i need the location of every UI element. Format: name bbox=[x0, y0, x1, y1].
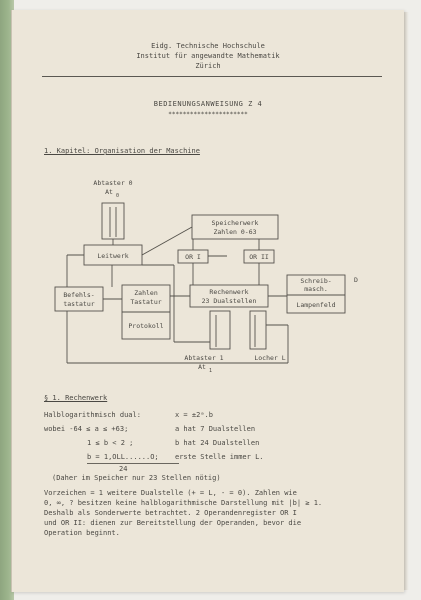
body-line-2b: a hat 7 Dualstellen bbox=[175, 425, 256, 433]
body-line-10: und OR II: dienen zur Bereitstellung der Operanden, bevor die bbox=[44, 519, 302, 527]
protokoll-label: Protokoll bbox=[128, 322, 164, 330]
fraction-rule bbox=[87, 463, 179, 464]
body-line-4b: erste Stelle immer L. bbox=[175, 453, 264, 461]
locher-box bbox=[250, 311, 266, 349]
body-line-9: Deshalb als Sonderwerte betrachtet. 2 Operandenregister OR I bbox=[44, 509, 297, 517]
body-line-4a: b = 1,OLL......O; bbox=[87, 453, 159, 461]
abtaster1-box bbox=[210, 311, 230, 349]
rechenwerk-label-1: Rechenwerk bbox=[209, 288, 249, 296]
body-line-7: Vorzeichen = 1 weitere Dualstelle (+ = L, - = 0). Zahlen wie bbox=[44, 489, 297, 497]
header-city: Zürich bbox=[195, 62, 221, 70]
title-asterisk-rule: ********************** bbox=[168, 111, 248, 118]
document-title: BEDIENUNGSANWEISUNG Z 4 bbox=[153, 100, 263, 108]
at1-subscript: 1 bbox=[209, 368, 213, 374]
document-page bbox=[11, 10, 404, 592]
at0-subscript: 0 bbox=[116, 193, 120, 199]
body-line-3b: b hat 24 Dualstellen bbox=[175, 439, 260, 447]
locher-label: Locher L bbox=[254, 354, 286, 362]
at1-label: At bbox=[198, 363, 206, 371]
body-line-8: 0, ∞, ? besitzen keine halblogarithmische Darstellung mit |b| ≥ 1. bbox=[44, 499, 323, 507]
section-heading: § 1. Rechenwerk bbox=[44, 394, 108, 402]
schreib-label-2: masch. bbox=[304, 285, 328, 293]
header-rule bbox=[42, 76, 382, 77]
header-institution: Eidg. Technische Hochschule bbox=[151, 42, 265, 50]
rechenwerk-label-2: 23 Dualstellen bbox=[201, 297, 257, 305]
body-line-2a: wobei -64 ≤ a ≤ +63; bbox=[44, 425, 129, 433]
body-line-3a: 1 ≤ b < 2 ; bbox=[87, 439, 134, 447]
machine-block-diagram bbox=[12, 165, 404, 385]
at0-label: At bbox=[105, 188, 113, 196]
body-line-5: 24 bbox=[119, 465, 128, 473]
speicherwerk-range: Zahlen 0-63 bbox=[213, 228, 257, 236]
befehls-label-2: tastatur bbox=[63, 300, 95, 308]
abtaster0-label: Abtaster 0 bbox=[93, 179, 133, 187]
or1-label: OR I bbox=[185, 253, 201, 261]
body-line-1a: Halblogarithmisch dual: bbox=[44, 411, 141, 419]
lampenfeld-label: Lampenfeld bbox=[296, 301, 336, 309]
abtaster0-box bbox=[102, 203, 124, 239]
or2-label: OR II bbox=[249, 253, 269, 261]
header-institute: Institut für angewandte Mathematik bbox=[136, 52, 280, 60]
body-line-11: Operation beginnt. bbox=[44, 529, 120, 537]
body-line-6: (Daher im Speicher nur 23 Stellen nötig) bbox=[52, 474, 221, 482]
d-label: D bbox=[354, 276, 358, 284]
schreib-label-1: Schreib- bbox=[300, 277, 332, 285]
befehls-label-1: Befehls- bbox=[63, 291, 95, 299]
leitwerk-label: Leitwerk bbox=[97, 252, 129, 260]
zahlen-label-2: Tastatur bbox=[130, 298, 162, 306]
zahlen-label-1: Zahlen bbox=[134, 289, 158, 297]
abtaster1-label: Abtaster 1 bbox=[184, 354, 224, 362]
body-line-1b: x = ±2ᵃ.b bbox=[175, 411, 213, 419]
chapter-heading: 1. Kapitel: Organisation der Maschine bbox=[44, 147, 200, 155]
speicherwerk-label: Speicherwerk bbox=[211, 219, 259, 227]
